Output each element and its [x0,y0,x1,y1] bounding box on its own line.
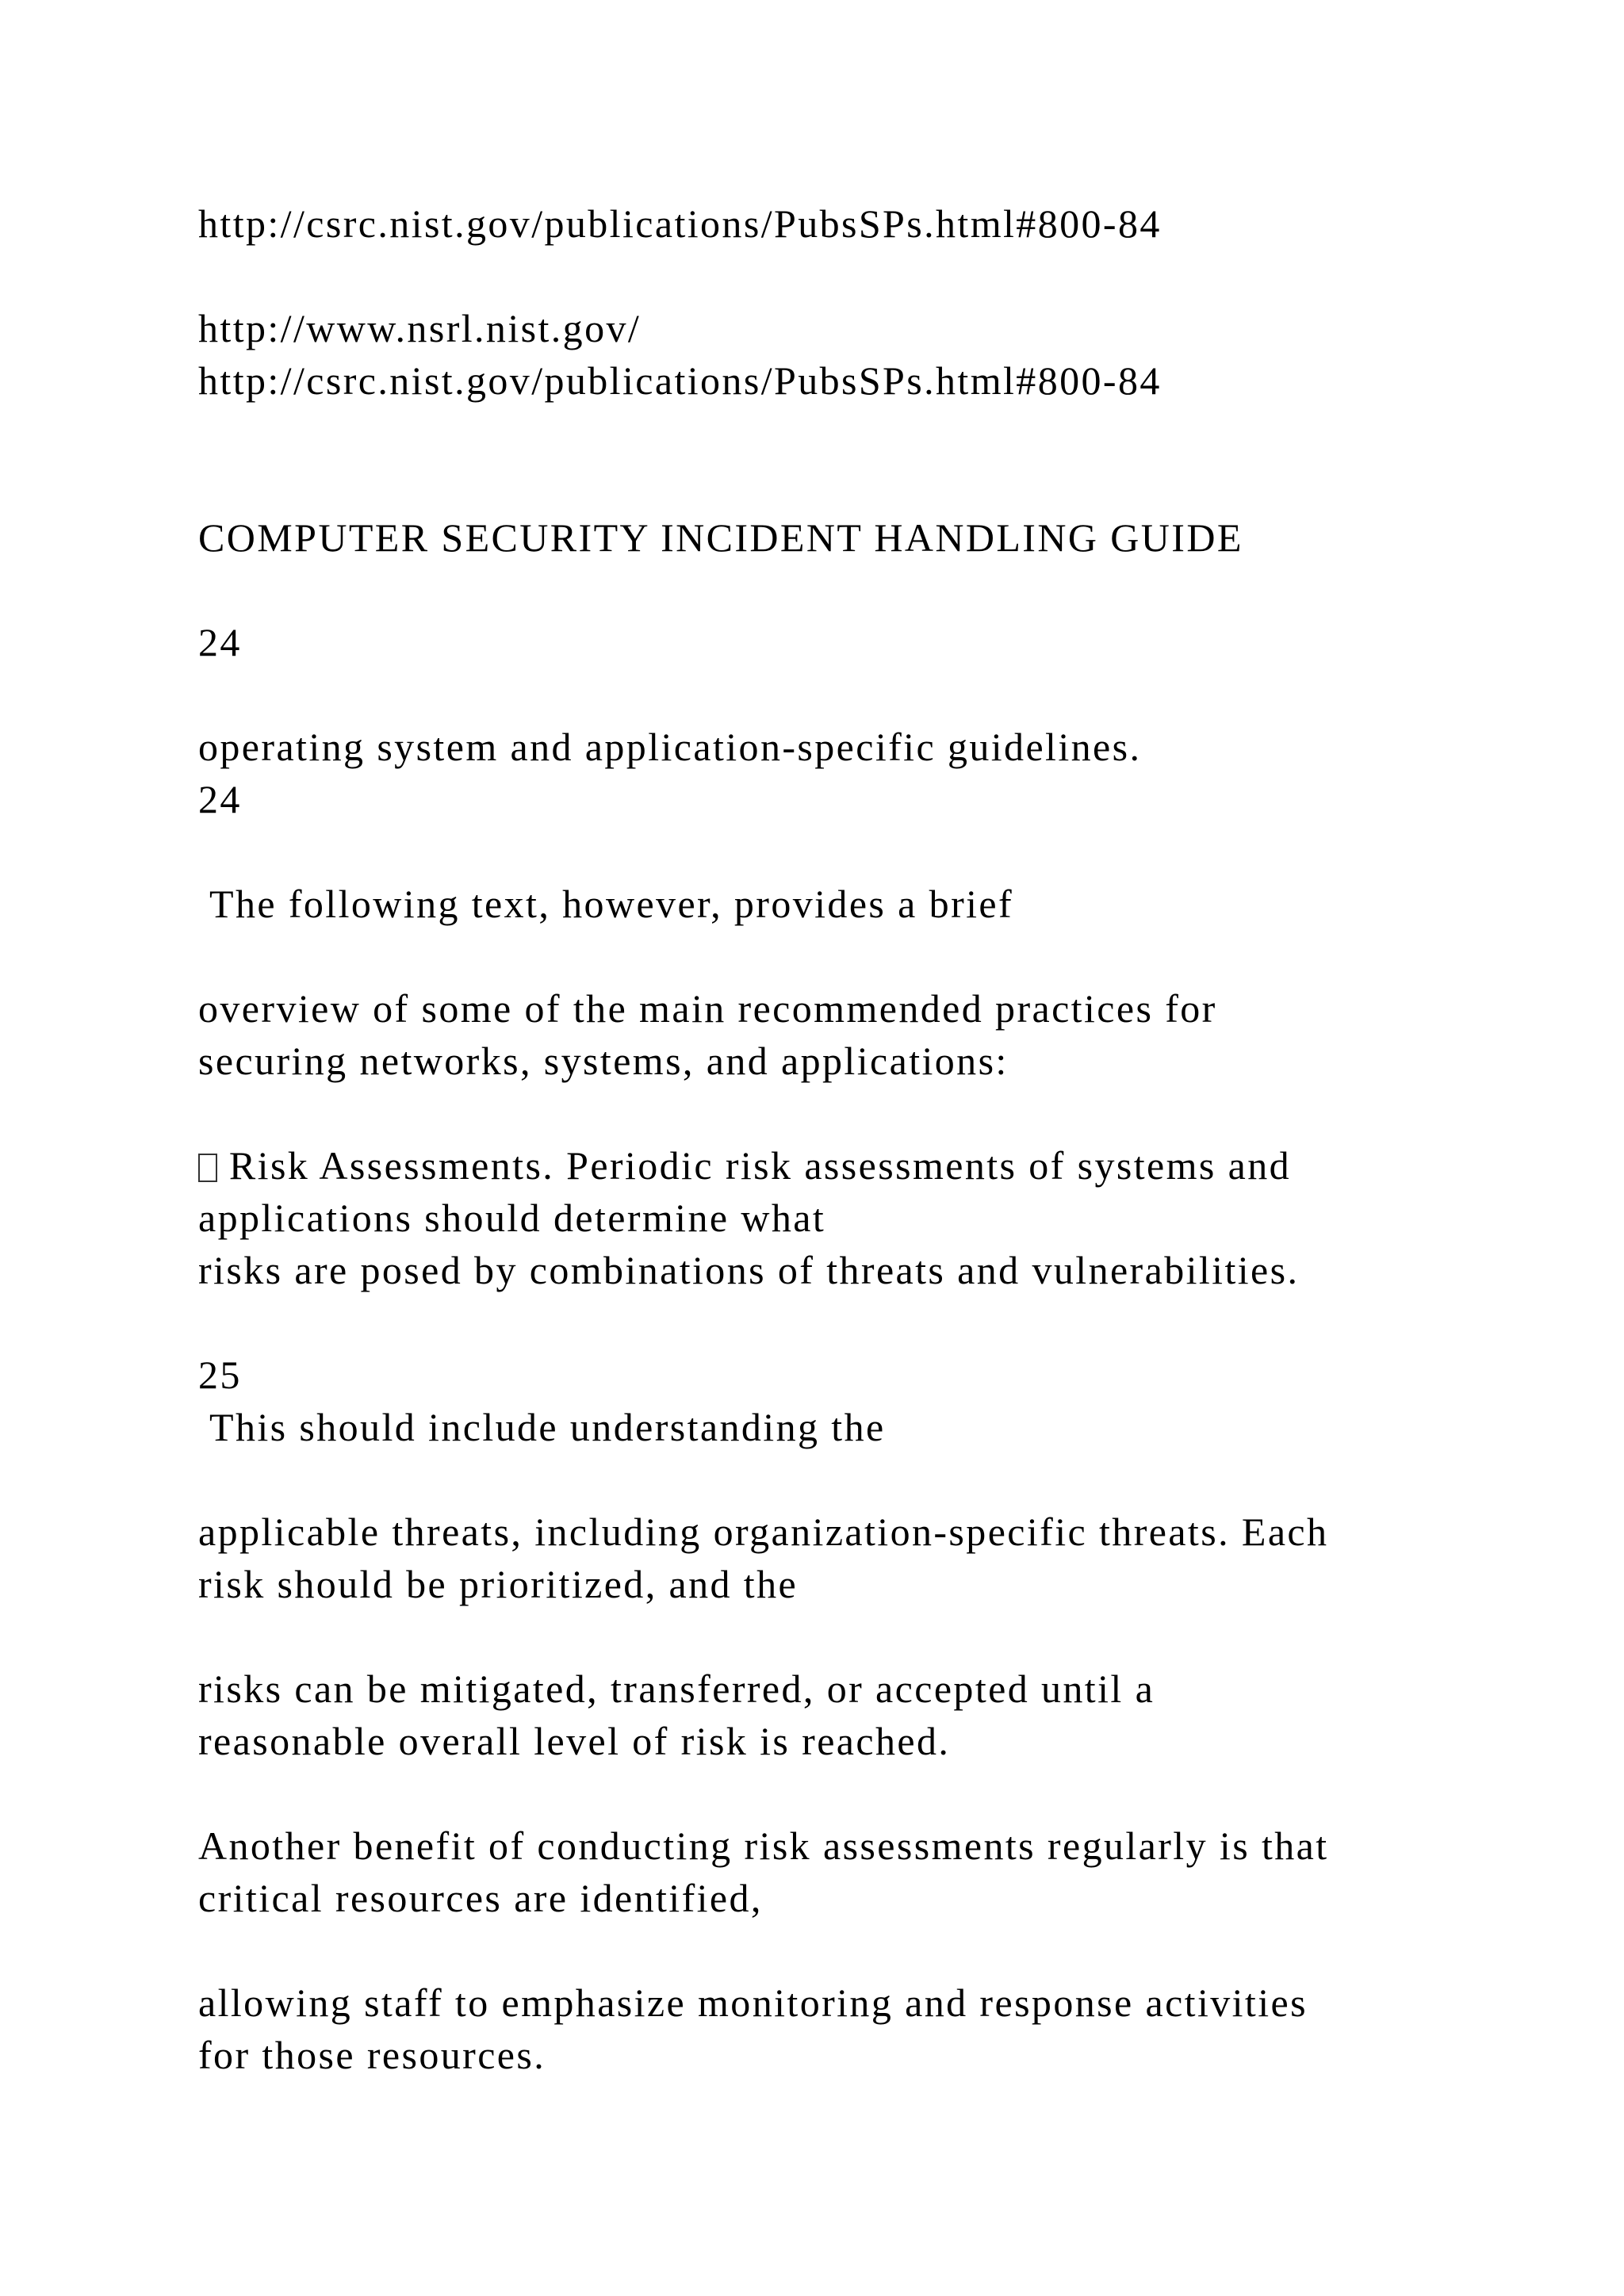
body-text-line: for those resources. [198,2033,546,2077]
bullet-line [198,1142,1291,1189]
url-line: http://www.nsrl.nist.gov/ [198,306,642,350]
page-number: 24 [198,620,242,664]
body-text-line: overview of some of the main recommended practices for [198,986,1217,1031]
body-text-line: risks can be mitigated, transferred, or accepted until a [198,1667,1155,1711]
body-text-line: reasonable overall level of risk is reached. [198,1719,951,1763]
body-text-line: operating system and application-specific guidelines. [198,725,1142,769]
body-text-line: Risk Assessments. Periodic risk assessments of systems and [217,1143,1292,1188]
url-line: http://csrc.nist.gov/publications/PubsSPs.html#800-84 [198,358,1162,403]
body-text-line: allowing staff to emphasize monitoring and response activities [198,1980,1308,2025]
url-line: http://csrc.nist.gov/publications/PubsSPs.html#800-84 [198,201,1162,246]
body-text-line: Another benefit of conducting risk assessments regularly is that [198,1823,1329,1868]
body-text-line: applicable threats, including organization-specific threats. Each [198,1510,1329,1554]
footnote-marker: 25 [198,1353,242,1397]
body-text-line: securing networks, systems, and applications: [198,1039,1009,1083]
footnote-marker: 24 [198,777,242,821]
body-text-line: critical resources are identified, [198,1876,763,1920]
body-text-line: risks are posed by combinations of threats and vulnerabilities. [198,1248,1300,1292]
body-text-line: This should include understanding the [198,1405,886,1449]
body-text-line: applications should determine what [198,1196,826,1240]
body-text-line: The following text, however, provides a brief [198,882,1014,926]
missing-glyph-box-icon [198,1154,217,1182]
running-header: COMPUTER SECURITY INCIDENT HANDLING GUIDE [198,515,1243,560]
body-text-line: risk should be prioritized, and the [198,1562,799,1606]
